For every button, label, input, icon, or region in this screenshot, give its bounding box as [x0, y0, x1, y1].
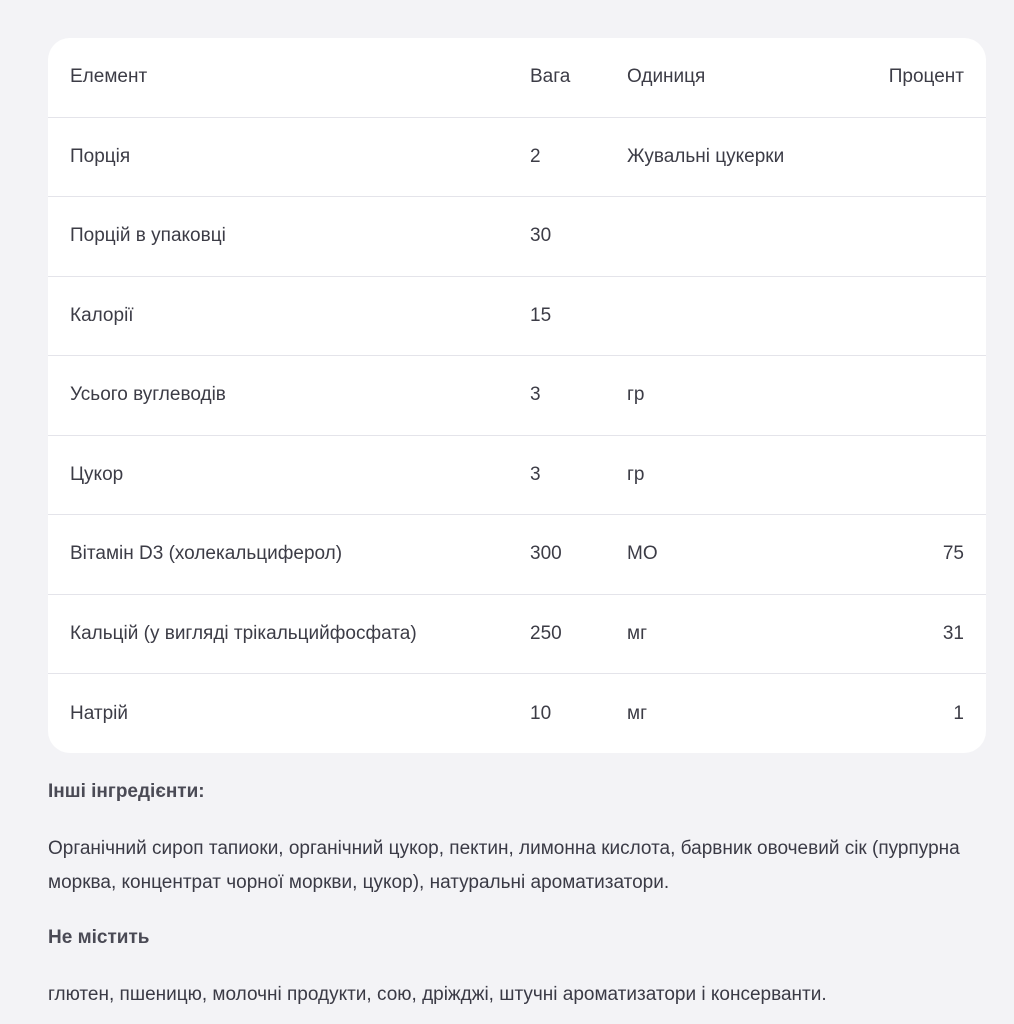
cell-element: Порція	[70, 145, 131, 167]
cell-weight: 3	[530, 463, 541, 485]
cell-weight: 10	[530, 702, 552, 724]
cell-element: Цукор	[70, 463, 124, 485]
cell-unit: гр	[627, 463, 645, 485]
cell-unit: мг	[627, 702, 647, 724]
table-row	[48, 277, 986, 357]
table-row	[48, 356, 986, 436]
header-percent: Процент	[888, 66, 964, 88]
does-not-contain-title: Не містить	[48, 927, 150, 948]
table-row	[48, 515, 986, 595]
other-ingredients-title: Інші інгредієнти:	[48, 781, 205, 802]
cell-percent: 75	[942, 543, 964, 565]
header-weight: Вага	[530, 66, 571, 88]
cell-element: Порцій в упаковці	[70, 225, 226, 247]
cell-unit: мг	[627, 622, 647, 644]
cell-percent: 1	[953, 702, 964, 724]
cell-unit: Жувальні цукерки	[627, 145, 785, 167]
cell-weight: 250	[530, 622, 562, 644]
header-element: Елемент	[70, 66, 148, 88]
cell-element: Усього вуглеводів	[70, 384, 226, 406]
cell-weight: 300	[530, 543, 562, 565]
cell-percent: 31	[942, 622, 964, 644]
table-row	[48, 118, 986, 198]
cell-element: Калорії	[70, 304, 134, 326]
cell-element: Кальцій (у вигляді трікальцийфосфата)	[70, 622, 417, 644]
does-not-contain-text: глютен, пшеницю, молочні продукти, сою, дріжджі, штучні ароматизатори і консерванти.	[48, 984, 827, 1005]
other-ingredients-text: Органічний сироп тапиоки, органічний цукор, пектин, лимонна кислота, барвник овочевий сік (пурпурна морква, концентрат чорної моркви, цукор), натуральні ароматизатори.	[48, 838, 960, 893]
cell-unit: гр	[627, 384, 645, 406]
table-row	[48, 436, 986, 516]
table-header-row	[48, 38, 986, 118]
cell-weight: 2	[530, 145, 541, 167]
cell-weight: 15	[530, 304, 552, 326]
table-row	[48, 674, 986, 753]
cell-weight: 30	[530, 225, 552, 247]
nutrition-table	[48, 38, 986, 753]
cell-weight: 3	[530, 384, 541, 406]
cell-element: Натрій	[70, 702, 128, 724]
cell-unit: МО	[627, 543, 658, 565]
cell-element: Вітамін D3 (холекальциферол)	[70, 543, 343, 565]
header-unit: Одиниця	[627, 66, 706, 88]
table-row	[48, 197, 986, 277]
table-row	[48, 595, 986, 675]
